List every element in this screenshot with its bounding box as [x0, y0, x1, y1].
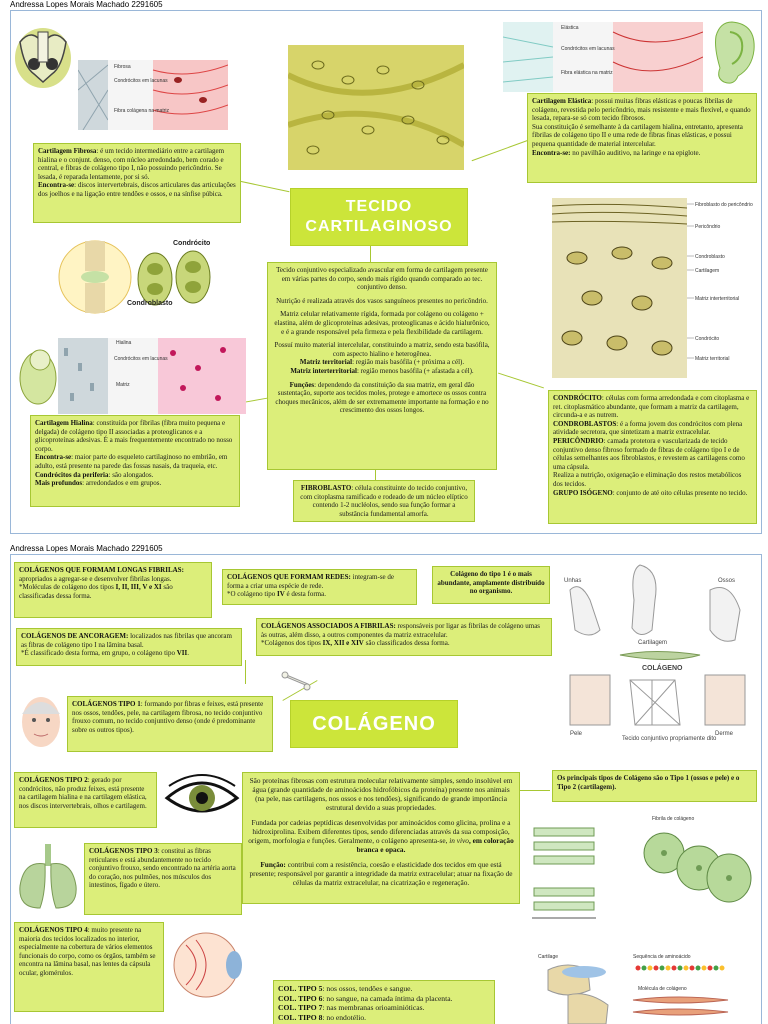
eyeball-icon [166, 930, 250, 1000]
list-item: COL. TIPO 7: nas membranas orioaminióticas. [278, 1003, 425, 1012]
svg-text:Condrócitos em lacunas: Condrócitos em lacunas [561, 46, 615, 52]
svg-text:Derme: Derme [715, 731, 734, 737]
lungs-icon [14, 842, 82, 912]
svg-text:Condroblasto: Condroblasto [695, 254, 725, 260]
colageno-locations-diagram [560, 560, 756, 750]
title-tecido-cartilaginoso: TECIDO CARTILAGINOSO [290, 188, 468, 246]
fibrosa-image [78, 60, 228, 130]
title-colageno: COLÁGENO [290, 700, 458, 748]
hialina-text-box: Cartilagem Hialina: constituída por fibrilas (fibra muito pequena e delgada) de colágeno tipo II associadas a proteoglicanos e a glicoproteínas adesivas. É a mais frequentemente encontrado no nosso corpo. Encontra-se: maior parte do esqueleto cartilaginoso no embrião, em adulto, está presente na parede das fossas nasais, da traqueia, etc. Condrócitos da periferia: são alongados. Mais profundos: arredondados e em grupos. [30, 415, 240, 507]
elastica-text-box: Cartilagem Elástica: possui muitas fibras elásticas e poucas fibrilas de colágeno, revestida pelo pericôndrio, mais resistente e mais flexível, e quando lesada, repara-se só com tecido fibrosos. Sua constituição é semelhante à da cartilagem hialina, entretanto, apresenta fibrilas de colágeno tipo II e uma rede de fibras finas elásticas, e possui pequena quantidade de material intercelular. Encontra-se: no pavilhão auditivo, na laringe e na epiglote. [527, 93, 757, 183]
svg-text:Unhas: Unhas [564, 578, 582, 584]
associados-box: COLÁGENOS ASSOCIADOS A FIBRILAS: responsáveis por ligar as fibrilas de colágeno umas às outras, além disso, a outros componentes da matriz extracelular. *Colágenos dos tipos IX, XII e XIV são classificados dessa forma. [256, 618, 552, 656]
svg-text:COLÁGENO: COLÁGENO [642, 665, 683, 672]
tipo4-box: COLÁGENOS TIPO 4: muito presente na maioria dos tecidos localizados no interior, especialmente na cobertura de vários elementos funcionais do corpo, como os órgãos, também se encontra na lâmina basal, nas lentes da cápsula ocular, glomérulos. [14, 922, 164, 1012]
svg-text:Cartilage: Cartilage [538, 954, 559, 960]
joint-condrocito-illustration [55, 235, 275, 317]
fibril-structure-diagram [524, 808, 758, 948]
col-tipos-list [273, 980, 495, 1024]
face-icon [18, 694, 64, 750]
svg-text:Fibra colágena na matriz: Fibra colágena na matriz [114, 108, 170, 114]
author-header-2: Andressa Lopes Morais Machado 2291605 [10, 544, 163, 553]
svg-text:Matriz interterritorial: Matriz interterritorial [695, 296, 740, 302]
bone-icon [280, 670, 312, 692]
svg-text:Cartilagem: Cartilagem [695, 268, 720, 274]
svg-text:Sequência de aminoácido: Sequência de aminoácido [633, 954, 691, 960]
svg-text:Matriz territorial: Matriz territorial [695, 356, 730, 362]
author-header-1: Andressa Lopes Morais Machado 2291605 [10, 0, 163, 9]
eye-icon [163, 772, 241, 824]
cartilage-micrograph [288, 45, 464, 170]
ancoragem-box: COLÁGENOS DE ANCORAGEM: localizados nas fibrilas que ancoram as fibras de colágeno tipo I na lâmina basal. *É classificado desta forma, em grupo, o colágeno tipo VII. [16, 628, 242, 666]
fibrosa-text-box: Cartilagem Fibrosa: é um tecido intermediário entre a cartilagem hialina e o conjunt. denso, com núcleo arredondado, bem corado e central, e fibras de colágeno tipo I, não possuindo pericôndrio. Se lesada, é reparada lentamente, por si só. Encontra-se: discos intervertebrais, discos articulares das articulações dos joelhos e na ligação entre tendões e ossos, e na sínfise púbica. [33, 143, 241, 223]
svg-text:Ossos: Ossos [718, 578, 736, 584]
pelvis-icon [12, 22, 74, 94]
redes-box: COLÁGENOS QUE FORMAM REDES: integram-se de forma a criar uma espécie de rede. *O colágeno tipo IV é desta forma. [222, 569, 417, 605]
condrocito-label: Condrócito [173, 240, 211, 247]
svg-text:Matriz: Matriz [116, 382, 130, 388]
svg-text:Fibroblasto do pericôndrio: Fibroblasto do pericôndrio [695, 202, 753, 208]
tipo3-box: COLÁGENOS TIPO 3: constitui as fibras reticulares e está abundantemente no tecido conjuntivo frouxo, sendo encontrado na artéria aorta do coração, nos pulmões, nos músculos dos intestinos, fígado e útero. [84, 843, 242, 915]
cartilaginoso-center-box: Tecido conjuntivo especializado avascular em forma de cartilagem presente em várias partes do corpo, sendo mais rígido quando comparado ao tec. conjuntivo denso. Nutrição é realizada através dos vasos sanguíneos presentes no pericôndrio. Matriz celular relativamente rígida, formada por colágeno ou colágeno + elastina, além de glicoproteínas adesivas, proteoglicanas e ácido hialurônico, e é a grande responsável pela firmeza e pela flexibilidade da cartilagem. Possuí muito material intercelular, constituindo a matriz, sendo esta basófila, com aspecto hialino e heterogênea. Matriz territorial: região mais basófila (+ próxima a cél). Matriz interterritorial: região menos basófila (+ afastada a cél). Funções: dependendo da constituição da sua matriz, em geral dão sustentação, suporte aos tecidos moles, protege e amortece os ossos contra choques mecânicos, além de ser extremamente importante na formação e no crescimento dos ossos longos. [267, 262, 497, 470]
list-item: COL. TIPO 6: no sangue, na camada íntima da placenta. [278, 993, 453, 1003]
svg-text:Fibrosa: Fibrosa [114, 64, 131, 70]
hialina-image [18, 338, 246, 414]
tipo1-abundante-box: Colágeno do tipo 1 é o mais abundante, amplamente distribuído no organismo. [432, 566, 550, 604]
svg-text:Hialina: Hialina [116, 340, 132, 346]
tipo1-box: COLÁGENOS TIPO 1: formando por fibras e feixes, está presente nos ossos, tendões, pele, na cartilagem fibrosa, no tecido conjuntivo frouxo comum, no tecido conjuntivo denso (onde é predominante sobre os outros tipos). [67, 696, 273, 752]
longas-fibrilas-box: COLÁGENOS QUE FORMAM LONGAS FIBRILAS: apropriados a agregar-se e desenvolver fibrilas longas. *Moléculas de colágeno dos tipos I, II, III, V e XI são classificadas dessa forma. [14, 562, 212, 618]
list-item: COL. TIPO 5: nos ossos, tendões e sangue. [278, 984, 413, 993]
svg-text:Tecido conjuntivo propriamente: Tecido conjuntivo propriamente dito [622, 736, 717, 742]
svg-text:Pele: Pele [570, 731, 583, 737]
svg-text:Elástica: Elástica [561, 25, 579, 31]
fibroblasto-box: FIBROBLASTO: célula constituinte do tecido conjuntivo, com citoplasma ramificado e rodeado de um núcleo elíptico contendo 1-2 nucléolos, sendo sua função formar a substância fundamental amorfa. [293, 480, 475, 522]
condroblasto-label: Condroblasto [127, 300, 173, 307]
svg-text:Cartilagem: Cartilagem [638, 640, 668, 646]
svg-text:Condrócito: Condrócito [695, 336, 720, 342]
svg-text:Pericôndrio: Pericôndrio [695, 224, 721, 230]
svg-text:Condrócitos em lacunas: Condrócitos em lacunas [114, 78, 168, 84]
knee-sequence-diagram [528, 950, 758, 1024]
ear-icon [706, 18, 758, 88]
colageno-center-box: São proteínas fibrosas com estrutura molecular relativamente simples, sendo insolúvel em água (grande quantidade de aminoácidos hidrofóbicos da proteína) presente nos animais (na pele, nas cartilagens, nos ossos e nos tendões), significando de grande importância estrutural devido a suas propriedades. Fundada por cadeias peptídicas desenvolvidas por aminoácidos como glicina, prolina e a hidroxiprolina. Exibem diferentes tipos, sendo diferenciadas através da sua composição, origem, morfologia e funções. Geralmente, o colágeno apresenta-se, in vivo, em coloração branca e opaca. Função: contribui com a resistência, coesão e elasticidade dos tecidos em que está presente; responsável por garantir a integridade da matriz extracelular; atuar na fixação de células da matriz extracelular, na cicatrização e regeneração. [242, 772, 520, 904]
list-item: COL. TIPO 8: no endotélio. [278, 1012, 367, 1022]
tipo2-box: COLÁGENOS TIPO 2: gerado por condrócitos, não produz feixes, está presente na cartilagem hialina e na cartilagem elástica, nos discos intervertebrais, olhos e cartilagem. [14, 772, 157, 828]
pericondrio-histology [552, 198, 757, 378]
svg-text:Fibrila de colágeno: Fibrila de colágeno [652, 816, 695, 822]
svg-text:Molécula de colágeno: Molécula de colágeno [638, 986, 687, 992]
svg-text:Condrócitos em lacunas: Condrócitos em lacunas [114, 356, 168, 362]
cells-text-box: CONDRÓCITO: células com forma arredondada e com citoplasma e ret. citoplasmático abundante, que formam a matriz da cartilagem, circunda-a e as nutrem. CONDROBLASTOS: é a forma jovem dos condrócitos com plena atividade secretora, que sintetizam a matriz extracelular. PERICÔNDRIO: camada protetora e vascularizada de tecido conjuntivo denso fibroso formado de fibras de colágeno tipo I e de células semelhantes aos fibroblastos, e revestem as cartilagens como uma cápsula. Realiza a nutrição, oxigenação e eliminação dos restos metabólicos dos tecidos. GRUPO ISÓGENO: conjunto de até oito células presente no tecido. [548, 390, 757, 524]
principais-box: Os principais tipos de Colágeno são o Tipo 1 (ossos e pele) e o Tipo 2 (cartilagem). [552, 770, 757, 802]
svg-text:Fibra elástica na matriz: Fibra elástica na matriz [561, 70, 613, 76]
elastica-image [503, 22, 703, 92]
